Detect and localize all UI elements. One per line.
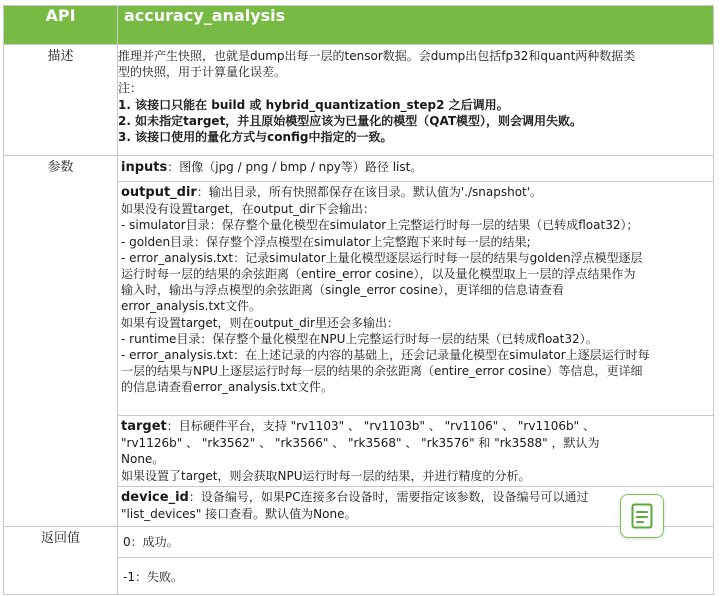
param-desc: ：图像（jpg / png / bmp / npy等）路径 list。 (167, 160, 423, 174)
description-label: 描述 (4, 45, 118, 156)
param-line: error_analysis.txt文件。 (121, 299, 261, 314)
param-line: 运行时每一层的结果的余弦距离（entire_error cosine），以及量化模型取上一层的浮点结果作为 (121, 267, 636, 282)
document-icon (631, 503, 653, 529)
param-line: "list_devices" 接口查看。默认值为None。 (121, 507, 357, 522)
param-name: device_id (121, 490, 189, 505)
description-line: 注： (118, 81, 143, 96)
param-line: 如果设置了target，则会获取NPU运行时每一层的结果，并进行精度的分析。 (121, 468, 531, 483)
param-inputs (118, 156, 713, 182)
param-name: inputs (121, 160, 168, 175)
description-note: 3. 该接口使用的量化方式与config中指定的一致。 (118, 130, 393, 145)
returns-label: 返回值 (4, 527, 118, 595)
param-line: - error_analysis.txt：在上述记录的内容的基础上，还会记录量化模型在simulator上逐层运行时每 (121, 348, 650, 363)
params-label: 参数 (4, 156, 118, 527)
param-name: target (121, 419, 167, 434)
description-cell (118, 45, 714, 156)
returns-row (4, 527, 714, 595)
param-line: None。 (121, 452, 165, 467)
param-line: 如果有设置target，则在output_dir里还会多输出： (121, 315, 399, 330)
header-value: accuracy_analysis (118, 6, 714, 45)
floating-document-button[interactable] (620, 494, 664, 538)
param-line: 输入时，输出与浮点模型的余弦距离（single_error cosine），更详细的信息请查看 (121, 283, 564, 298)
description-note: 2. 如未指定target，并且原始模型应该为已量化的模型（QAT模型），则会调用失败。 (118, 113, 583, 128)
param-output-dir (118, 182, 713, 416)
description-note: 1. 该接口只能在 build 或 hybrid_quantization_step2 之后调用。 (118, 97, 509, 112)
param-desc: ：目标硬件平台，支持 "rv1103" 、 "rv1103b" 、 "rv1106" 、 "rv1106b" 、 (166, 419, 595, 433)
param-line: "rv1126b" 、 "rk3562" 、 "rk3566" 、 "rk3568" 、 "rk3576" 和 "rk3588" ，默认为 (121, 436, 600, 451)
param-line: 一层的结果与NPU上逐层运行时每一层的结果的余弦距离（entire_error cosine）等信息，更详细 (121, 364, 643, 379)
param-desc: ：设备编号，如果PC连接多台设备时，需要指定该参数，设备编号可以通过 (188, 490, 589, 504)
description-line: 推理并产生快照，也就是dump出每一层的tensor数据。会dump出包括fp32和quant两种数据类 (118, 49, 636, 63)
param-line: - golden目录：保存整个浮点模型在simulator上完整跑下来时每一层的结果; (121, 234, 531, 249)
param-line: 如果没有设置target，在output_dir下会输出： (121, 202, 375, 217)
param-line: 的信息请查看error_analysis.txt文件。 (121, 380, 333, 395)
return-item: -1：失败。 (123, 570, 183, 584)
return-item: 0：成功。 (118, 527, 713, 558)
param-line: - simulator目录：保存整个量化模型在simulator上完整运行时每一层的结果（已转成float32）； (121, 218, 639, 233)
description-line: 型的快照，用于计算量化误差。 (118, 65, 287, 80)
description-row (4, 45, 714, 156)
header-row (4, 6, 714, 45)
param-name: output_dir (121, 185, 197, 200)
header-label: API (4, 6, 118, 45)
param-line: - error_analysis.txt：记录simulator上量化模型逐层运行时每一层的结果与golden浮点模型逐层 (121, 250, 643, 265)
param-desc: ：输出目录，所有快照都保存在该目录。默认值为'./snapshot'。 (196, 185, 543, 199)
api-table (3, 5, 714, 595)
params-cell (118, 156, 714, 527)
param-line: - runtime目录：保存整个量化模型在NPU上完整运行时每一层的结果（已转成float32）。 (121, 331, 598, 346)
params-row (4, 156, 714, 527)
param-target (118, 416, 713, 487)
